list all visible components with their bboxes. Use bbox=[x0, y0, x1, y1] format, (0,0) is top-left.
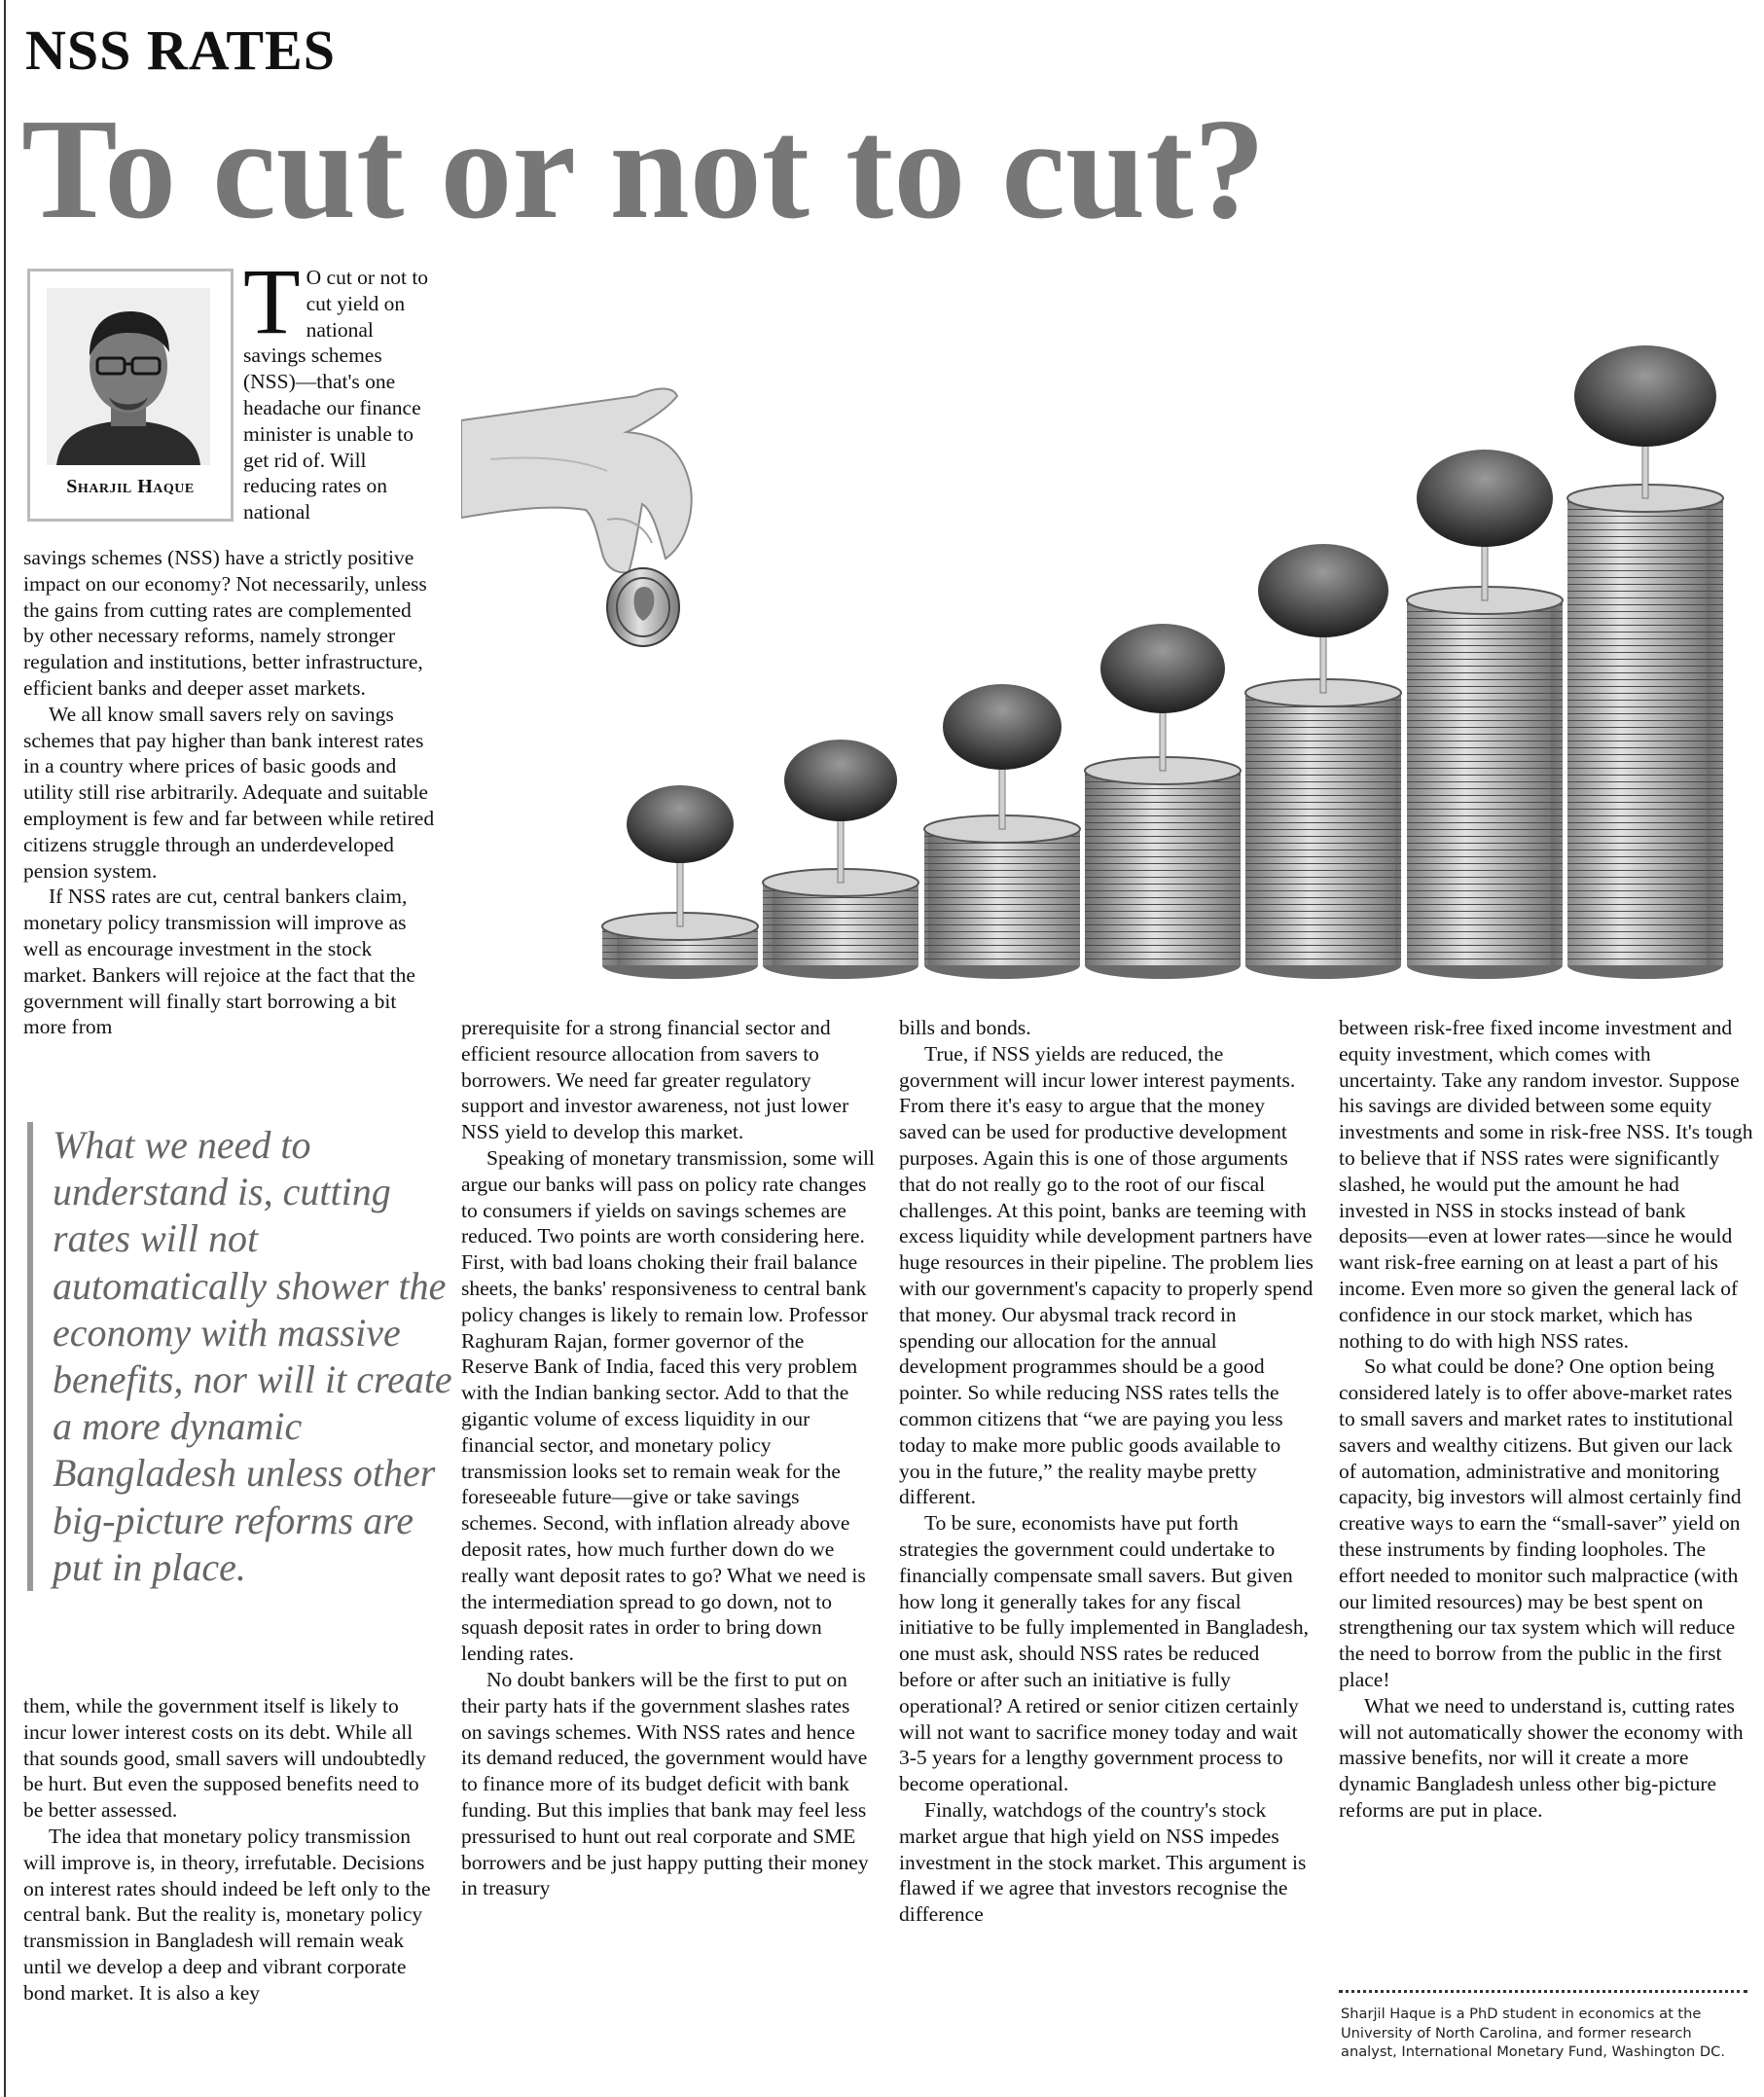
column-2 bbox=[461, 1015, 875, 1901]
section-kicker: NSS RATES bbox=[25, 18, 336, 82]
paragraph: We all know small savers rely on savings schemes that pay higher than bank interest rates in a country where prices of basic goods and utility still rise arbitrarily. Adequate and suitable employment is few and far between while retired citizens struggle through an underdeveloped pension system. bbox=[23, 702, 435, 883]
column-1-bottom bbox=[23, 1693, 437, 2007]
author-byline: Sharjil Haque bbox=[66, 476, 195, 497]
column-1-top bbox=[23, 545, 437, 1040]
paragraph: True, if NSS yields are reduced, the government will incur lower interest payments. From there it's easy to argue that the money saved can be used for productive development purposes. Again this is one of those arguments that do not really go to the root of our fiscal challenges. At this point, banks are teeming with excess liquidity while development partners have huge resources in their pipeline. The problem lies with our government's capacity to properly spend that money. Our abysmal track record in spending our allocation for the annual development programmes should be a good pointer. So while reducing NSS rates tells the common citizens that “we are paying you less today to make more public goods available to you in the future,” the reality maybe pretty different. bbox=[899, 1041, 1314, 1509]
column-3 bbox=[899, 1015, 1315, 1928]
paragraph: So what could be done? One option being considered lately is to offer above-market rates to small savers and market rates to institutional savers and wealthy citizens. But given our lack of automation, administrative and monitoring capacity, big investors will almost certainly find creative ways to earn the “small-saver” yield on these instruments by finding loopholes. The effort needed to monitor such malpractice (with our limited resources) may be best spent on strengthening our tax system which will reduce the need to borrow from the public in the first place! bbox=[1339, 1355, 1742, 1691]
author-photo-box bbox=[27, 269, 234, 522]
pull-quote: What we need to understand is, cutting rates will not automatically shower the economy with massive benefits, nor will it create a more dynamic Bangladesh unless other big-picture reforms are put in place. bbox=[27, 1122, 461, 1591]
author-bio: Sharjil Haque is a PhD student in economics at the University of North Carolina, and former research analyst, International Monetary Fund, Washington DC. bbox=[1341, 2006, 1725, 2060]
coin-stack bbox=[924, 684, 1080, 979]
paragraph: What we need to understand is, cutting rates will not automatically shower the economy with massive benefits, nor will it create a more dynamic Bangladesh unless other big-picture reforms are put in place. bbox=[1339, 1693, 1744, 1822]
author-photo bbox=[47, 288, 210, 465]
coin-stack bbox=[1085, 624, 1241, 979]
paragraph: To be sure, economists have put forth strategies the government could undertake to financially compensate small savers. But given how long it generally takes for any fiscal initiative to be fully implemented in Bangladesh, one must ask, should NSS rates be reduced before or after such an initiative is fully operational? A retired or senior citizen certainly will not want to sacrifice money today and wait 3-5 years for a lengthy government process to become operational. bbox=[899, 1511, 1309, 1796]
paragraph: If NSS rates are cut, central bankers claim, monetary policy transmission will improve as well as encourage investment in the stock market. Bankers will rejoice at the fact that the government will finally start borrowing a bit more from bbox=[23, 885, 415, 1039]
paragraph: bills and bonds. bbox=[899, 1016, 1031, 1039]
paragraph: No doubt bankers will be the first to put on their party hats if the government slashes rates on savings schemes. With NSS rates and hence its demand reduced, the government would have to finance more of its budget deficit with bank funding. But this implies that bank may feel less pressurised to hunt out real corporate and SME borrowers and be just happy putting their money in treasury bbox=[461, 1667, 869, 1900]
coin-stack bbox=[1245, 544, 1401, 979]
bio-divider bbox=[1339, 1990, 1747, 1993]
drop-cap: T bbox=[243, 249, 301, 353]
paragraph: savings schemes (NSS) have a strictly positive impact on our economy? Not necessarily, unless the gains from cutting rates are complemented by other necessary reforms, namely stronger regulation and institutions, better infrastructure, efficient banks and deeper asset markets. bbox=[23, 546, 427, 700]
opening-paragraph bbox=[243, 249, 438, 525]
opening-text: O cut or not to cut yield on national savings schemes (NSS)—that's one headache our finance minister is unable to get rid of. Will reducing rates on national bbox=[243, 266, 429, 524]
column-4 bbox=[1339, 1015, 1753, 1824]
headline: To cut or not to cut? bbox=[21, 90, 1266, 249]
paragraph: prerequisite for a strong financial sector and efficient resource allocation from savers to borrowers. We need far greater regulatory support and investor awareness, not just lower NSS yield to develop this market. bbox=[461, 1016, 849, 1144]
paragraph: Speaking of monetary transmission, some will argue our banks will pass on policy rate changes to consumers if yields on savings schemes are reduced. Two points are worth considering here. First, with bad loans choking their frail balance sheets, the banks' responsiveness to central bank policy changes is likely to remain low. Professor Raghuram Rajan, former governor of the Reserve Bank of India, faced this very problem with the Indian banking sector. Add to that the gigantic volume of excess liquidity in our financial sector, and monetary policy transmission looks set to remain weak for the foreseeable future—give or take savings schemes. Second, with inflation already above deposit rates, how much further down do we really want deposit rates to go? What we need is the intermediation spread to go down, not to squash deposit rates in order to bring down lending rates. bbox=[461, 1145, 875, 1666]
coin-stacks-illustration bbox=[461, 265, 1755, 994]
paragraph: between risk-free fixed income investment and equity investment, which comes with uncertainty. Take any random investor. Suppose his savings are divided between some equity investments and some in risk-free NSS. It's tough to believe that if NSS rates were significantly slashed, he would put the amount he had invested in NSS in stocks instead of bank deposits—even at lower rates—since he would want risk-free earning on at least a part of his income. Even more so given the general lack of confidence in our stock market, which has nothing to do with high NSS rates. bbox=[1339, 1016, 1753, 1353]
paragraph: The idea that monetary policy transmission will improve is, in theory, irrefutable. Decisions on interest rates should indeed be left only to the central bank. But the reality is, monetary policy transmission in Bangladesh will remain weak until we develop a deep and vibrant corporate bond market. It is also a key bbox=[23, 1824, 431, 2005]
column-rule bbox=[4, 0, 6, 2097]
paragraph: Finally, watchdogs of the country's stock market argue that high yield on NSS impedes investment in the stock market. This argument is flawed if we agree that investors recognise the difference bbox=[899, 1797, 1307, 1927]
paragraph: them, while the government itself is likely to incur lower interest costs on its debt. While all that sounds good, small savers will undoubtedly be hurt. But even the supposed benefits need to be better assessed. bbox=[23, 1694, 426, 1823]
